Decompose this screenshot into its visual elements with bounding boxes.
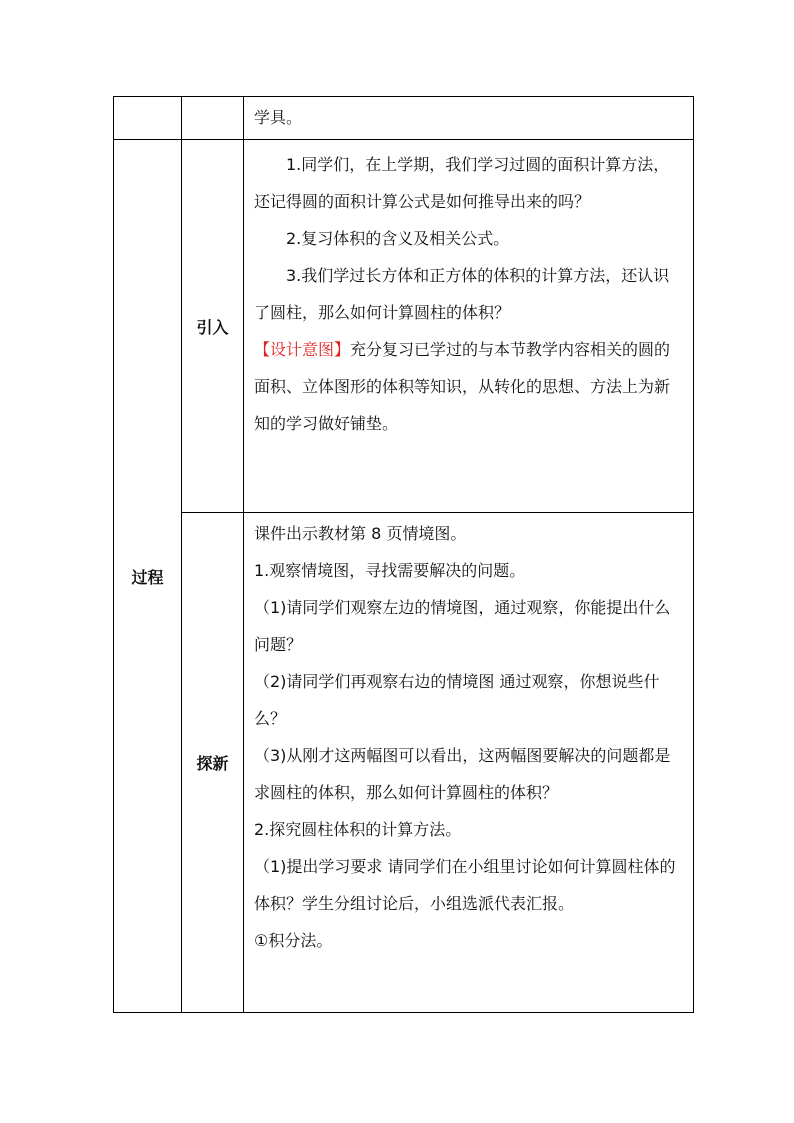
process-label: 过程 <box>114 140 182 1013</box>
intro-paragraph-3: 3.我们学过长方体和正方体的体积的计算方法，还认识了圆柱，那么如何计算圆柱的体积？ <box>254 266 670 322</box>
table-row <box>114 513 694 1013</box>
explore-line: （1)请同学们观察左边的情境图，通过观察，你能提出什么问题？ <box>254 598 671 654</box>
top-text: 学具。 <box>254 108 303 127</box>
intro-paragraph-2: 2.复习体积的含义及相关公式。 <box>286 229 510 248</box>
top-content-cell <box>244 97 694 140</box>
explore-label: 探新 <box>182 513 244 1013</box>
design-intent-paragraph <box>254 331 685 442</box>
table-row <box>114 97 694 140</box>
explore-content-cell <box>244 513 694 1013</box>
intro-paragraph-1: 1.同学们，在上学期，我们学习过圆的面积计算方法，还记得圆的面积计算公式是如何推导出来的吗？ <box>254 155 670 211</box>
empty-cell <box>182 97 244 140</box>
explore-line: （1)提出学习要求 请同学们在小组里讨论如何计算圆柱体的体积？学生分组讨论后，小组选派代表汇报。 <box>254 857 676 913</box>
design-intent-text: 充分复习已学过的与本节教学内容相关的圆的面积、立体图形的体积等知识，从转化的思想、方法上为新知的学习做好铺垫。 <box>254 340 671 433</box>
table-row <box>114 140 694 513</box>
lesson-table <box>113 96 694 1013</box>
intro-label: 引入 <box>182 140 244 513</box>
explore-line: （2)请同学们再观察右边的情境图 通过观察，你想说些什么？ <box>254 672 660 728</box>
explore-line: 1.观察情境图，寻找需要解决的问题。 <box>254 561 526 580</box>
explore-line: （3)从刚才这两幅图可以看出，这两幅图要解决的问题都是求圆柱的体积，那么如何计算圆柱的体积？ <box>254 746 671 802</box>
explore-line: 课件出示教材第 8 页情境图。 <box>254 524 467 543</box>
intro-content-cell <box>244 140 694 513</box>
design-intent-tag: 【设计意图】 <box>254 340 351 359</box>
empty-cell <box>114 97 182 140</box>
explore-line: 2.探究圆柱体积的计算方法。 <box>254 820 462 839</box>
explore-line: ①积分法。 <box>254 931 333 950</box>
